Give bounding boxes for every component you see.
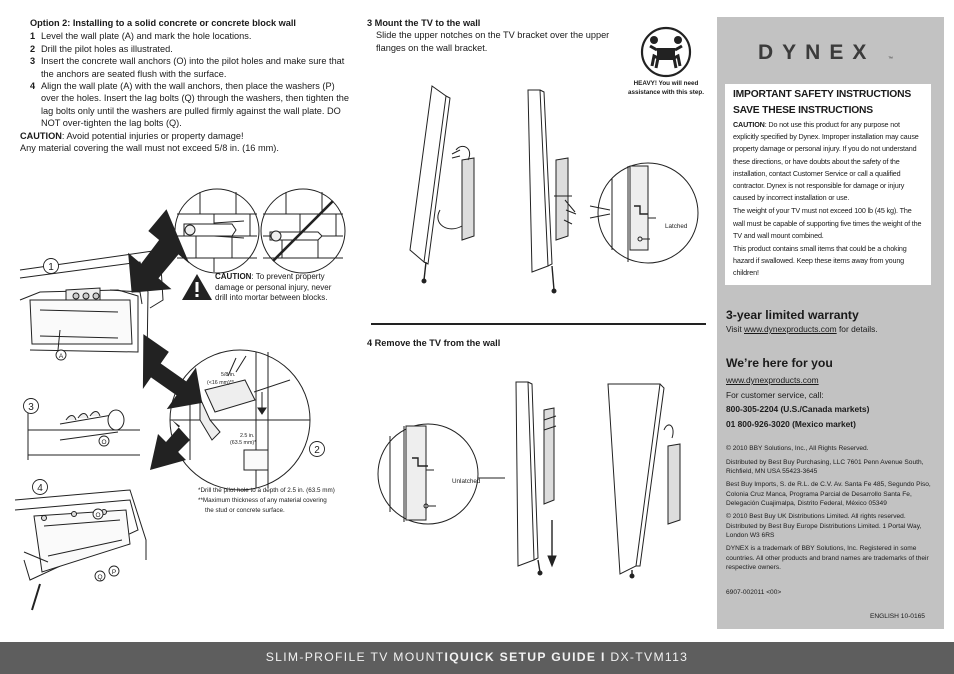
step-text: Level the wall plate (A) and mark the hole locations. xyxy=(41,31,252,42)
drill-note-line: the stud or concrete surface. xyxy=(205,507,285,514)
option2-heading: Option 2: Installing to a solid concrete or concrete block wall xyxy=(30,18,296,28)
footer-bar xyxy=(0,642,954,674)
safety-instructions xyxy=(725,84,931,285)
footer-product: SLIM-PROFILE TV MOUNT xyxy=(265,650,445,664)
step4-heading: 4 Remove the TV from the wall xyxy=(367,338,501,348)
dim-label: 5/8 in. xyxy=(221,372,236,378)
footer-guide: QUICK SETUP GUIDE xyxy=(449,650,597,664)
step-number: 3 xyxy=(30,56,36,67)
caution-label: CAUTION xyxy=(20,130,62,141)
step-number: 4 xyxy=(30,81,36,92)
footer-separator: I xyxy=(444,650,450,664)
safety-paragraph: The weight of your TV must not exceed 100 lb (45 kg). The wall must be capable of supporting five times the weight of the TV and wall mount combined. xyxy=(733,206,922,240)
service-label: For customer service, call: xyxy=(726,389,824,400)
safety-subtitle: SAVE THESE INSTRUCTIONS xyxy=(733,105,873,116)
caution-text: : Do not use this product for any purpose not explicitly specified by Dynex. Improper installation may cause property damage or personal injury. If you do not understand these directions, or have doubts about the safety of the installation, contact Customer Service or call a qualified contractor. Dynex is not responsible for damage or injury caused by incorrect installation or use. xyxy=(733,120,919,203)
safety-paragraph: This product contains small items that could be a choking hazard if swallowed. Keep these items away from young children! xyxy=(733,244,907,278)
tv-side-view xyxy=(516,382,556,575)
heavy-warning-line: assistance with this step. xyxy=(628,89,704,96)
letter-a-label: A xyxy=(58,353,64,360)
step-text: Insert the concrete wall anchors (O) into the pilot holes and make sure that the anchors are seated flush with the surface. xyxy=(41,56,345,79)
unlatched-label: Unlatched xyxy=(452,478,481,485)
legal-paragraph: Best Buy Imports, S. de R.L. de C.V. Av. Santa Fe 485, Segundo Piso, Colonia Cruz Manca, Programa Parcial de Desarrollo Santa Fe, Delegación Cuajimalpa, Distrito Federal, México 05349 xyxy=(726,481,931,507)
logo-text: DYNEX xyxy=(758,41,876,64)
step-text: Drill the pilot holes as illustrated. xyxy=(41,43,173,54)
phone-us: 800-305-2204 (U.S./Canada markets) xyxy=(726,404,870,415)
warranty-line xyxy=(726,324,878,334)
footer-model: DX-TVM113 xyxy=(610,650,689,664)
support-link[interactable]: www.dynexproducts.com xyxy=(726,375,819,385)
legal-paragraph: Distributed by Best Buy Purchasing, LLC 7601 Penn Avenue South, Richfield, MN USA 55423-3645 xyxy=(726,458,924,475)
material-note: Any material covering the wall must not exceed 5/8 in. (16 mm). xyxy=(20,143,279,154)
warranty-title: 3-year limited warranty xyxy=(726,308,859,322)
safety-title: IMPORTANT SAFETY INSTRUCTIONS xyxy=(733,89,912,100)
dynex-logo xyxy=(758,40,898,64)
callout-4-label: 4 xyxy=(37,483,43,494)
warranty-visit: Visit xyxy=(726,324,744,334)
caution-label: CAUTION xyxy=(733,120,765,129)
letter-p-label: P xyxy=(111,569,117,576)
legal-paragraph: DYNEX is a trademark of BBY Solutions, Inc. Registered in some countries. All other products and brand names are trademarks of their respective owners. xyxy=(726,545,929,571)
section-divider xyxy=(371,323,706,325)
latched-detail xyxy=(590,163,698,263)
support-contact xyxy=(726,373,936,431)
support-title: We’re here for you xyxy=(726,356,833,370)
phone-mx: 01 800-926-3020 (Mexico market) xyxy=(726,418,856,429)
letter-o-label: O xyxy=(95,512,101,519)
caution-label: CAUTION xyxy=(215,272,252,281)
step3-text: Slide the upper notches on the TV bracket over the upper flanges on the wall bracket. xyxy=(376,30,610,53)
callout-3-label: 3 xyxy=(28,402,34,413)
logo-trademark: ™ xyxy=(888,56,893,62)
language-code: ENGLISH 10-0165 xyxy=(870,613,925,620)
drill-note-line: *Drill the pilot hole to a depth of 2.5 in. (63.5 mm) xyxy=(198,487,335,494)
tv-side-view xyxy=(608,384,680,578)
legal-notices xyxy=(726,444,932,576)
warranty-suffix: for details. xyxy=(836,324,878,334)
heavy-warning-line: HEAVY! You will need xyxy=(633,80,699,87)
dim-label: (<16 mm)** xyxy=(207,380,234,386)
drill-note-line: **Maximum thickness of any material covering xyxy=(198,497,327,504)
dim-label: 2.5 in. xyxy=(240,433,255,439)
safety-paragraph xyxy=(733,119,923,204)
legal-paragraph: © 2010 BBY Solutions, Inc., All Rights Reserved. xyxy=(726,445,869,452)
warranty-link[interactable]: www.dynexproducts.com xyxy=(744,324,837,334)
step-number: 1 xyxy=(30,31,36,42)
callout-1-label: 1 xyxy=(48,262,54,273)
tv-side-view xyxy=(410,86,474,283)
tv-side-view xyxy=(528,90,576,293)
caution-text: : Avoid potential injuries or property damage! xyxy=(61,130,244,141)
unlatched-detail xyxy=(378,424,505,524)
footer-separator: I xyxy=(596,650,611,664)
step3-heading: 3 Mount the TV to the wall xyxy=(367,18,481,28)
latched-label: Latched xyxy=(665,223,688,230)
callout-2-label: 2 xyxy=(314,445,320,456)
letter-o-label: O xyxy=(101,439,107,446)
letter-q-label: Q xyxy=(97,574,103,581)
caution-text: : To prevent property damage or personal injury, never drill into mortar between blocks. xyxy=(215,272,332,302)
legal-paragraph: © 2010 Best Buy UK Distributions Limited. All rights reserved. Distributed by Best Buy Europe Distributions Limited. 1 Portal Way, London W3 6RS xyxy=(726,513,922,539)
step-number: 2 xyxy=(30,43,36,54)
dim-label: (63.5 mm)* xyxy=(230,440,257,446)
step-text: Align the wall plate (A) with the wall anchors, then place the washers (P) over the holes. Insert the lag bolts (Q) through the washers, then tighten the lag bolts only until the washers are pulled firmly against the wall plate. DO NOT over-tighten the lag bolts (Q). xyxy=(41,81,349,129)
part-number: 6907-002011 <00> xyxy=(726,589,782,596)
